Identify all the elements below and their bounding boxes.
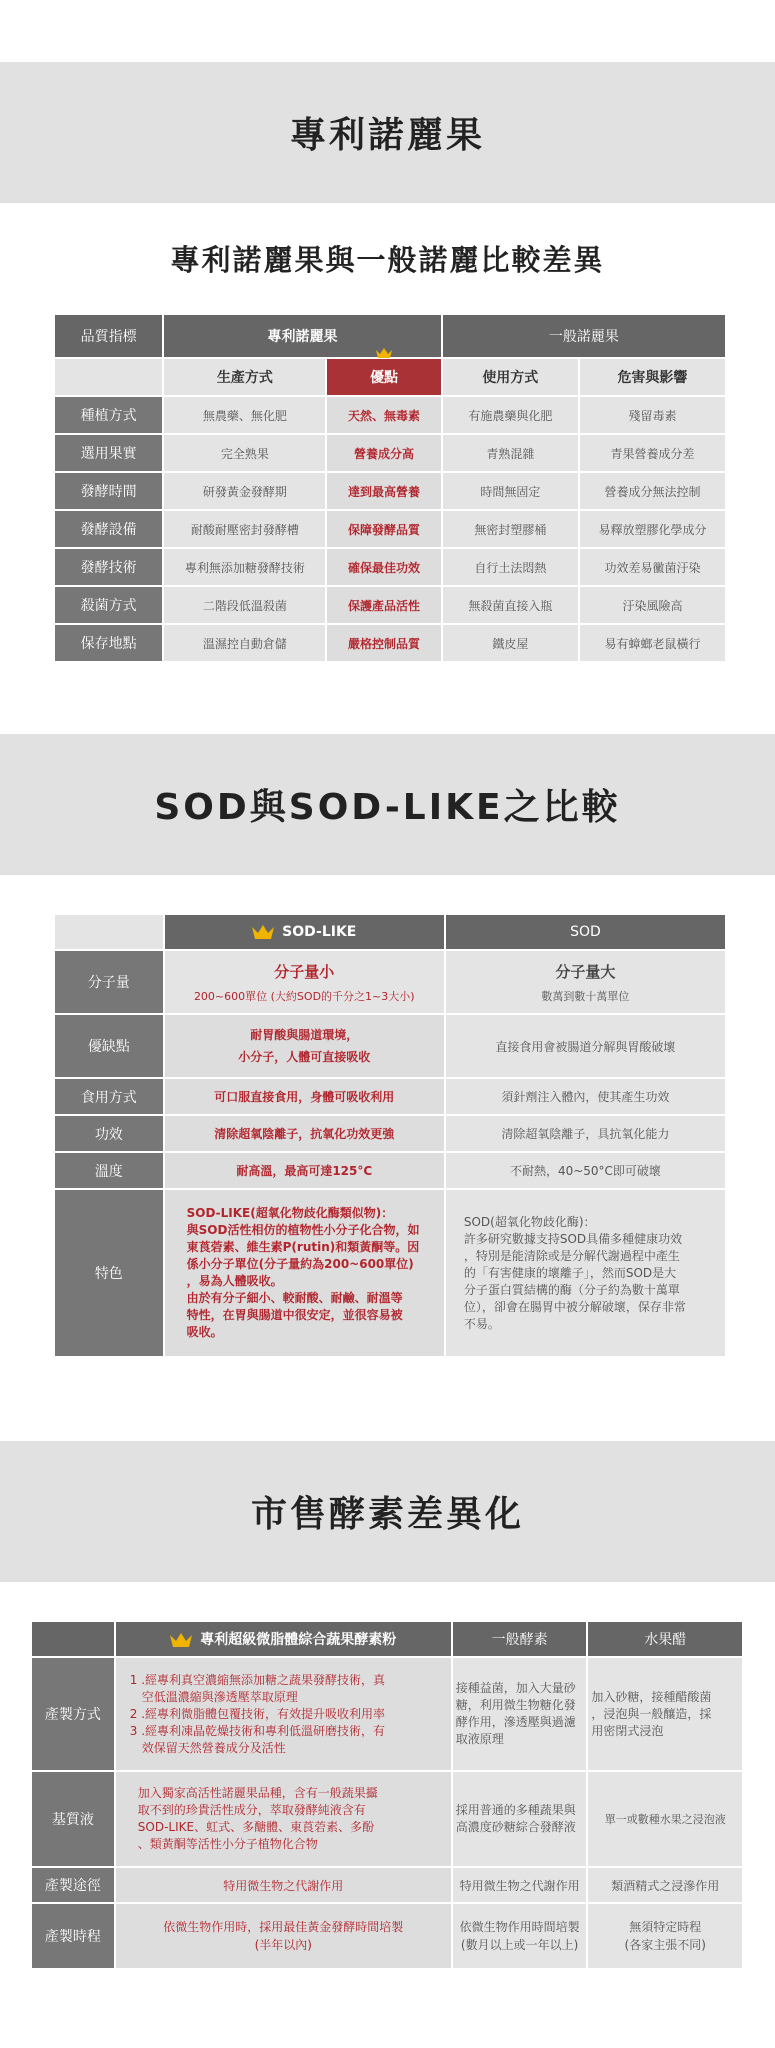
feature-line: 許多研究數據支持SOD具備多種健康功效 [463, 1231, 683, 1246]
table-row [55, 1153, 725, 1188]
section3-band [0, 1441, 775, 1582]
method-line: 酵作用，滲透壓與過濾 [455, 1715, 576, 1729]
feature-line: ，特別是能清除或是分解代謝過程中產生 [463, 1248, 680, 1263]
cell-sod: 不耐熱，40~50°C即可破壞 [446, 1153, 725, 1188]
cell-production: 研發黃金發酵期 [164, 473, 325, 509]
sod-like-pros-line1: 耐胃酸與腸道環境， [250, 1028, 359, 1042]
row-label: 發酵技術 [55, 549, 162, 585]
noni-comparison-table [53, 313, 727, 663]
crown-icon [376, 348, 392, 358]
subheader-harm: 危害與影響 [580, 359, 725, 395]
sod-like-molecule-sub: 200~600單位 (大約SOD的千分之1~3大小) [193, 989, 415, 1003]
method-line: 1 .經專利真空濃縮無添加糖之蔬果發酵技術，真 [129, 1672, 386, 1687]
cell-sod-like: 耐高溫，最高可達125°C [165, 1153, 444, 1188]
row-label: 溫度 [55, 1153, 163, 1188]
base-line: 加入獨家高活性諾麗果品種，含有一般蔬果攝 [137, 1786, 378, 1800]
row-label: 基質液 [32, 1772, 114, 1866]
row-label: 產製途徑 [32, 1868, 114, 1902]
enzyme-comparison-table [30, 1620, 744, 1970]
cell-usage: 有施農藥與化肥 [443, 397, 578, 433]
header-general-enzyme: 一般酵素 [453, 1622, 587, 1656]
cell-advantage: 嚴格控制品質 [327, 625, 440, 661]
method-line: 效保留天然營養成分及活性 [141, 1740, 286, 1755]
cell-sod [446, 951, 725, 1013]
row-label: 發酵時間 [55, 473, 162, 509]
cell-vinegar: 單一或數種水果之浸泡液 [588, 1772, 742, 1866]
cell-sod [446, 1190, 725, 1356]
row-label: 功效 [55, 1116, 163, 1151]
section1-band [0, 62, 775, 203]
feature-line: 與SOD活性相仿的植物性小分子化合物，如 [186, 1223, 420, 1237]
row-label: 產製方式 [32, 1658, 114, 1770]
cell-patent: 特用微生物之代謝作用 [116, 1868, 451, 1902]
cell-general [453, 1904, 587, 1968]
table-row [55, 397, 725, 433]
feature-line: 的「有害健康的壞離子」，然而SOD是大 [463, 1265, 677, 1280]
section3-title: 市售酵素差異化 [250, 1494, 524, 1535]
method-line: 取液原理 [455, 1732, 504, 1746]
cell-harm: 汙染風險高 [580, 587, 725, 623]
table-row [32, 1772, 742, 1866]
table-row [55, 473, 725, 509]
cell-general [453, 1658, 587, 1770]
cell-usage: 時間無固定 [443, 473, 578, 509]
table-row [55, 549, 725, 585]
feature-line: 特性，在胃與腸道中很安定，並很容易被 [186, 1308, 403, 1322]
table-row [55, 587, 725, 623]
cell-usage: 青熟混雜 [443, 435, 578, 471]
table-row [32, 1904, 742, 1968]
cell-usage: 鐵皮屋 [443, 625, 578, 661]
sod-comparison-table [53, 913, 727, 1358]
cell-usage: 自行土法悶熱 [443, 549, 578, 585]
feature-line: 位），卻會在腸胃中被分解破壞，保存非常 [463, 1299, 686, 1314]
cell-advantage: 營養成分高 [327, 435, 440, 471]
table-row [32, 1658, 742, 1770]
method-line: 用密閉式浸泡 [591, 1723, 664, 1738]
header-sod-like [165, 915, 444, 949]
time-line: 依微生物作用時，採用最佳黃金發酵時間培製 [163, 1920, 404, 1934]
cell-patent [116, 1772, 451, 1866]
table-row [55, 1079, 725, 1114]
section2-band [0, 734, 775, 875]
row-label: 分子量 [55, 951, 163, 1013]
base-line: 取不到的珍貴活性成分，萃取發酵純液含有 [137, 1803, 366, 1817]
row-label: 種植方式 [55, 397, 162, 433]
base-line: 採用普通的多種蔬果與 [455, 1803, 576, 1817]
table-row [55, 625, 725, 661]
feature-line: 不易。 [463, 1316, 500, 1331]
cell-general [453, 1772, 587, 1866]
cell-patent [116, 1658, 451, 1770]
cell-advantage: 達到最高營養 [327, 473, 440, 509]
row-label: 特色 [55, 1190, 163, 1356]
cell-advantage: 保障發酵品質 [327, 511, 440, 547]
subheader-advantage-label: 優點 [370, 370, 399, 386]
cell-sod-like: 清除超氧陰離子，抗氧化功效更強 [165, 1116, 444, 1151]
cell-sod-like [165, 1015, 444, 1077]
table-row [55, 511, 725, 547]
base-line: 、類黃酮等活性小分子植物化合物 [137, 1837, 318, 1851]
cell-harm: 易有蟑螂老鼠橫行 [580, 625, 725, 661]
method-line: 加入砂糖，接種醋酸菌 [591, 1689, 712, 1704]
sod-molecule-sub: 數萬到數十萬單位 [541, 989, 630, 1003]
method-line: 2 .經專利微脂體包覆技術，有效提升吸收利用率 [129, 1706, 386, 1721]
sod-like-molecule-main: 分子量小 [274, 962, 335, 981]
subheader-usage: 使用方式 [443, 359, 578, 395]
cell-production: 溫濕控自動倉儲 [164, 625, 325, 661]
time-line: 無須特定時程 [629, 1920, 702, 1934]
header-fruit-vinegar: 水果醋 [588, 1622, 742, 1656]
header-sod: SOD [446, 915, 725, 949]
cell-production: 二階段低溫殺菌 [164, 587, 325, 623]
cell-production: 完全熟果 [164, 435, 325, 471]
table-row [32, 1868, 742, 1902]
cell-harm: 青果營養成分差 [580, 435, 725, 471]
feature-line: 東莨菪素、維生素P(rutin)和類黃酮等。因 [186, 1240, 420, 1254]
table-row [55, 1015, 725, 1077]
row-label: 保存地點 [55, 625, 162, 661]
method-line: ，浸泡與一般釀造，採 [591, 1706, 712, 1721]
header-patent-enzyme-label: 專利超級微脂體綜合蔬果酵素粉 [200, 1632, 397, 1648]
row-label: 選用果實 [55, 435, 162, 471]
empty-cell [55, 915, 163, 949]
feature-line: SOD-LIKE(超氧化物歧化酶類似物)： [186, 1206, 394, 1220]
method-line: 接種益菌，加入大量砂 [455, 1681, 576, 1695]
cell-sod-like [165, 1190, 444, 1356]
cell-sod: 直接食用會被腸道分解與胃酸破壞 [446, 1015, 725, 1077]
time-line: 依微生物作用時間培製 [459, 1920, 580, 1934]
sod-molecule-main: 分子量大 [555, 962, 616, 981]
feature-line: 由於有分子細小、較耐酸、耐鹼、耐溫等 [186, 1291, 403, 1305]
base-line: SOD-LIKE、虹式、多醣體、東莨菪素、多酚 [137, 1820, 375, 1834]
section1-title: 專利諾麗果 [289, 115, 485, 156]
cell-harm: 殘留毒素 [580, 397, 725, 433]
time-line: (各家主張不同) [624, 1938, 706, 1952]
cell-general: 特用微生物之代謝作用 [453, 1868, 587, 1902]
header-sod-like-label: SOD-LIKE [282, 924, 357, 940]
cell-sod: 須針劑注入體內，使其產生功效 [446, 1079, 725, 1114]
cell-harm: 功效差易黴菌汙染 [580, 549, 725, 585]
feature-line: 分子蛋白質結構的酶（分子約為數十萬單 [463, 1282, 680, 1297]
feature-line: 係小分子單位(分子量約為200~600單位) [186, 1257, 414, 1271]
row-label: 優缺點 [55, 1015, 163, 1077]
cell-usage: 無殺菌直接入瓶 [443, 587, 578, 623]
cell-advantage: 天然、無毒素 [327, 397, 440, 433]
section1-subtitle: 專利諾麗果與一般諾麗比較差異 [170, 243, 605, 277]
feature-line: 吸收。 [186, 1325, 223, 1339]
cell-sod-like [165, 951, 444, 1013]
cell-harm: 易釋放塑膠化學成分 [580, 511, 725, 547]
base-line: 高濃度砂糖綜合發酵液 [455, 1820, 576, 1834]
cell-sod-like: 可口服直接食用，身體可吸收利用 [165, 1079, 444, 1114]
sod-like-pros-line2: 小分子，人體可直接吸收 [238, 1050, 371, 1064]
table-row [55, 951, 725, 1013]
header-general-noni: 一般諾麗果 [443, 315, 725, 357]
section2-title: SOD與SOD-LIKE之比較 [154, 787, 621, 828]
method-line: 3 .經專利凍晶乾燥技術和專利低溫研磨技術，有 [129, 1723, 386, 1738]
header-patent-enzyme [116, 1622, 451, 1656]
feature-line: ，易為人體吸收。 [186, 1274, 283, 1288]
cell-vinegar: 類酒精式之浸滲作用 [588, 1868, 742, 1902]
crown-icon [170, 1633, 192, 1647]
cell-production: 專利無添加糖發酵技術 [164, 549, 325, 585]
crown-icon [252, 925, 274, 939]
subheader-advantage [327, 359, 440, 395]
header-patent-noni: 專利諾麗果 [164, 315, 440, 357]
cell-production: 耐酸耐壓密封發酵槽 [164, 511, 325, 547]
cell-vinegar [588, 1658, 742, 1770]
row-label: 發酵設備 [55, 511, 162, 547]
empty-cell [55, 359, 162, 395]
cell-patent [116, 1904, 451, 1968]
table-row [55, 435, 725, 471]
row-label: 產製時程 [32, 1904, 114, 1968]
cell-usage: 無密封塑膠桶 [443, 511, 578, 547]
header-quality-indicator: 品質指標 [55, 315, 162, 357]
time-line: (數月以上或一年以上) [460, 1938, 579, 1952]
empty-cell [32, 1622, 114, 1656]
subheader-production: 生產方式 [164, 359, 325, 395]
row-label: 食用方式 [55, 1079, 163, 1114]
time-line: (半年以內) [254, 1938, 312, 1952]
table-row [55, 1116, 725, 1151]
row-label: 殺菌方式 [55, 587, 162, 623]
cell-advantage: 保護產品活性 [327, 587, 440, 623]
feature-line: SOD(超氧化物歧化酶)： [463, 1214, 596, 1229]
cell-vinegar [588, 1904, 742, 1968]
method-line: 糖，利用微生物糖化發 [455, 1698, 576, 1712]
cell-advantage: 確保最佳功效 [327, 549, 440, 585]
method-line: 空低溫濃縮與滲透壓萃取原理 [141, 1689, 298, 1704]
table-row [55, 1190, 725, 1356]
cell-production: 無農藥、無化肥 [164, 397, 325, 433]
cell-sod: 清除超氧陰離子，具抗氧化能力 [446, 1116, 725, 1151]
cell-harm: 營養成分無法控制 [580, 473, 725, 509]
